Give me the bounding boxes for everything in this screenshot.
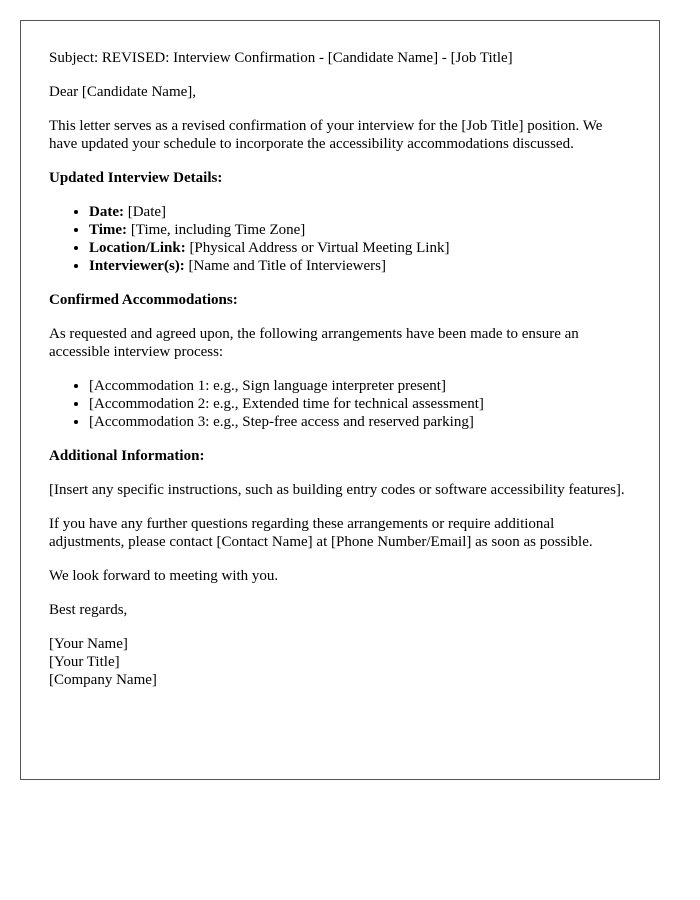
detail-label: Interviewer(s): [89, 258, 185, 274]
detail-label: Time: [89, 222, 128, 238]
signoff: Best regards, [49, 602, 128, 618]
signature-name: [Your Name] [49, 636, 128, 652]
signature-title: [Your Title] [49, 654, 120, 670]
detail-item-location [89, 239, 631, 257]
detail-value: [Physical Address or Virtual Meeting Link] [185, 240, 450, 256]
accommodations-intro: As requested and agreed upon, the following arrangements have been made to ensure an accessible interview process: [49, 326, 579, 360]
accommodations-list [49, 377, 631, 431]
additional-heading: Additional Information: [49, 448, 205, 464]
subject-line: Subject: REVISED: Interview Confirmation - [Candidate Name] - [Job Title] [49, 50, 513, 66]
detail-value: [Time, including Time Zone] [127, 222, 306, 238]
accommodations-heading: Confirmed Accommodations: [49, 292, 238, 308]
detail-label: Location/Link: [89, 240, 186, 256]
additional-text: [Insert any specific instructions, such as building entry codes or software accessibility features]. [49, 482, 625, 498]
detail-item-time [89, 221, 631, 239]
detail-item-date [89, 203, 631, 221]
detail-value: [Name and Title of Interviewers] [184, 258, 386, 274]
details-list [49, 203, 631, 275]
accommodation-item: • [Accommodation 1: e.g., Sign language interpreter present] [89, 377, 631, 395]
detail-item-interviewers [89, 257, 631, 275]
accommodation-item: • [Accommodation 2: e.g., Extended time for technical assessment] [89, 395, 631, 413]
intro-paragraph: This letter serves as a revised confirmation of your interview for the [Job Title] position. We have updated your schedule to incorporate the accessibility accommodations discussed. [49, 118, 603, 152]
signature-block [49, 635, 631, 689]
detail-value: [Date] [123, 204, 167, 220]
closing-line: We look forward to meeting with you. [49, 568, 279, 584]
detail-label: Date: [89, 204, 124, 220]
accommodation-item: • [Accommodation 3: e.g., Step-free access and reserved parking] [89, 413, 631, 431]
signature-company: [Company Name] [49, 672, 157, 688]
details-heading: Updated Interview Details: [49, 170, 223, 186]
contact-paragraph: If you have any further questions regarding these arrangements or require additional adjustments, please contact [Contact Name] at [Phone Number/Email] as soon as possible. [49, 516, 593, 550]
greeting: Dear [Candidate Name], [49, 84, 197, 100]
letter [20, 20, 660, 780]
